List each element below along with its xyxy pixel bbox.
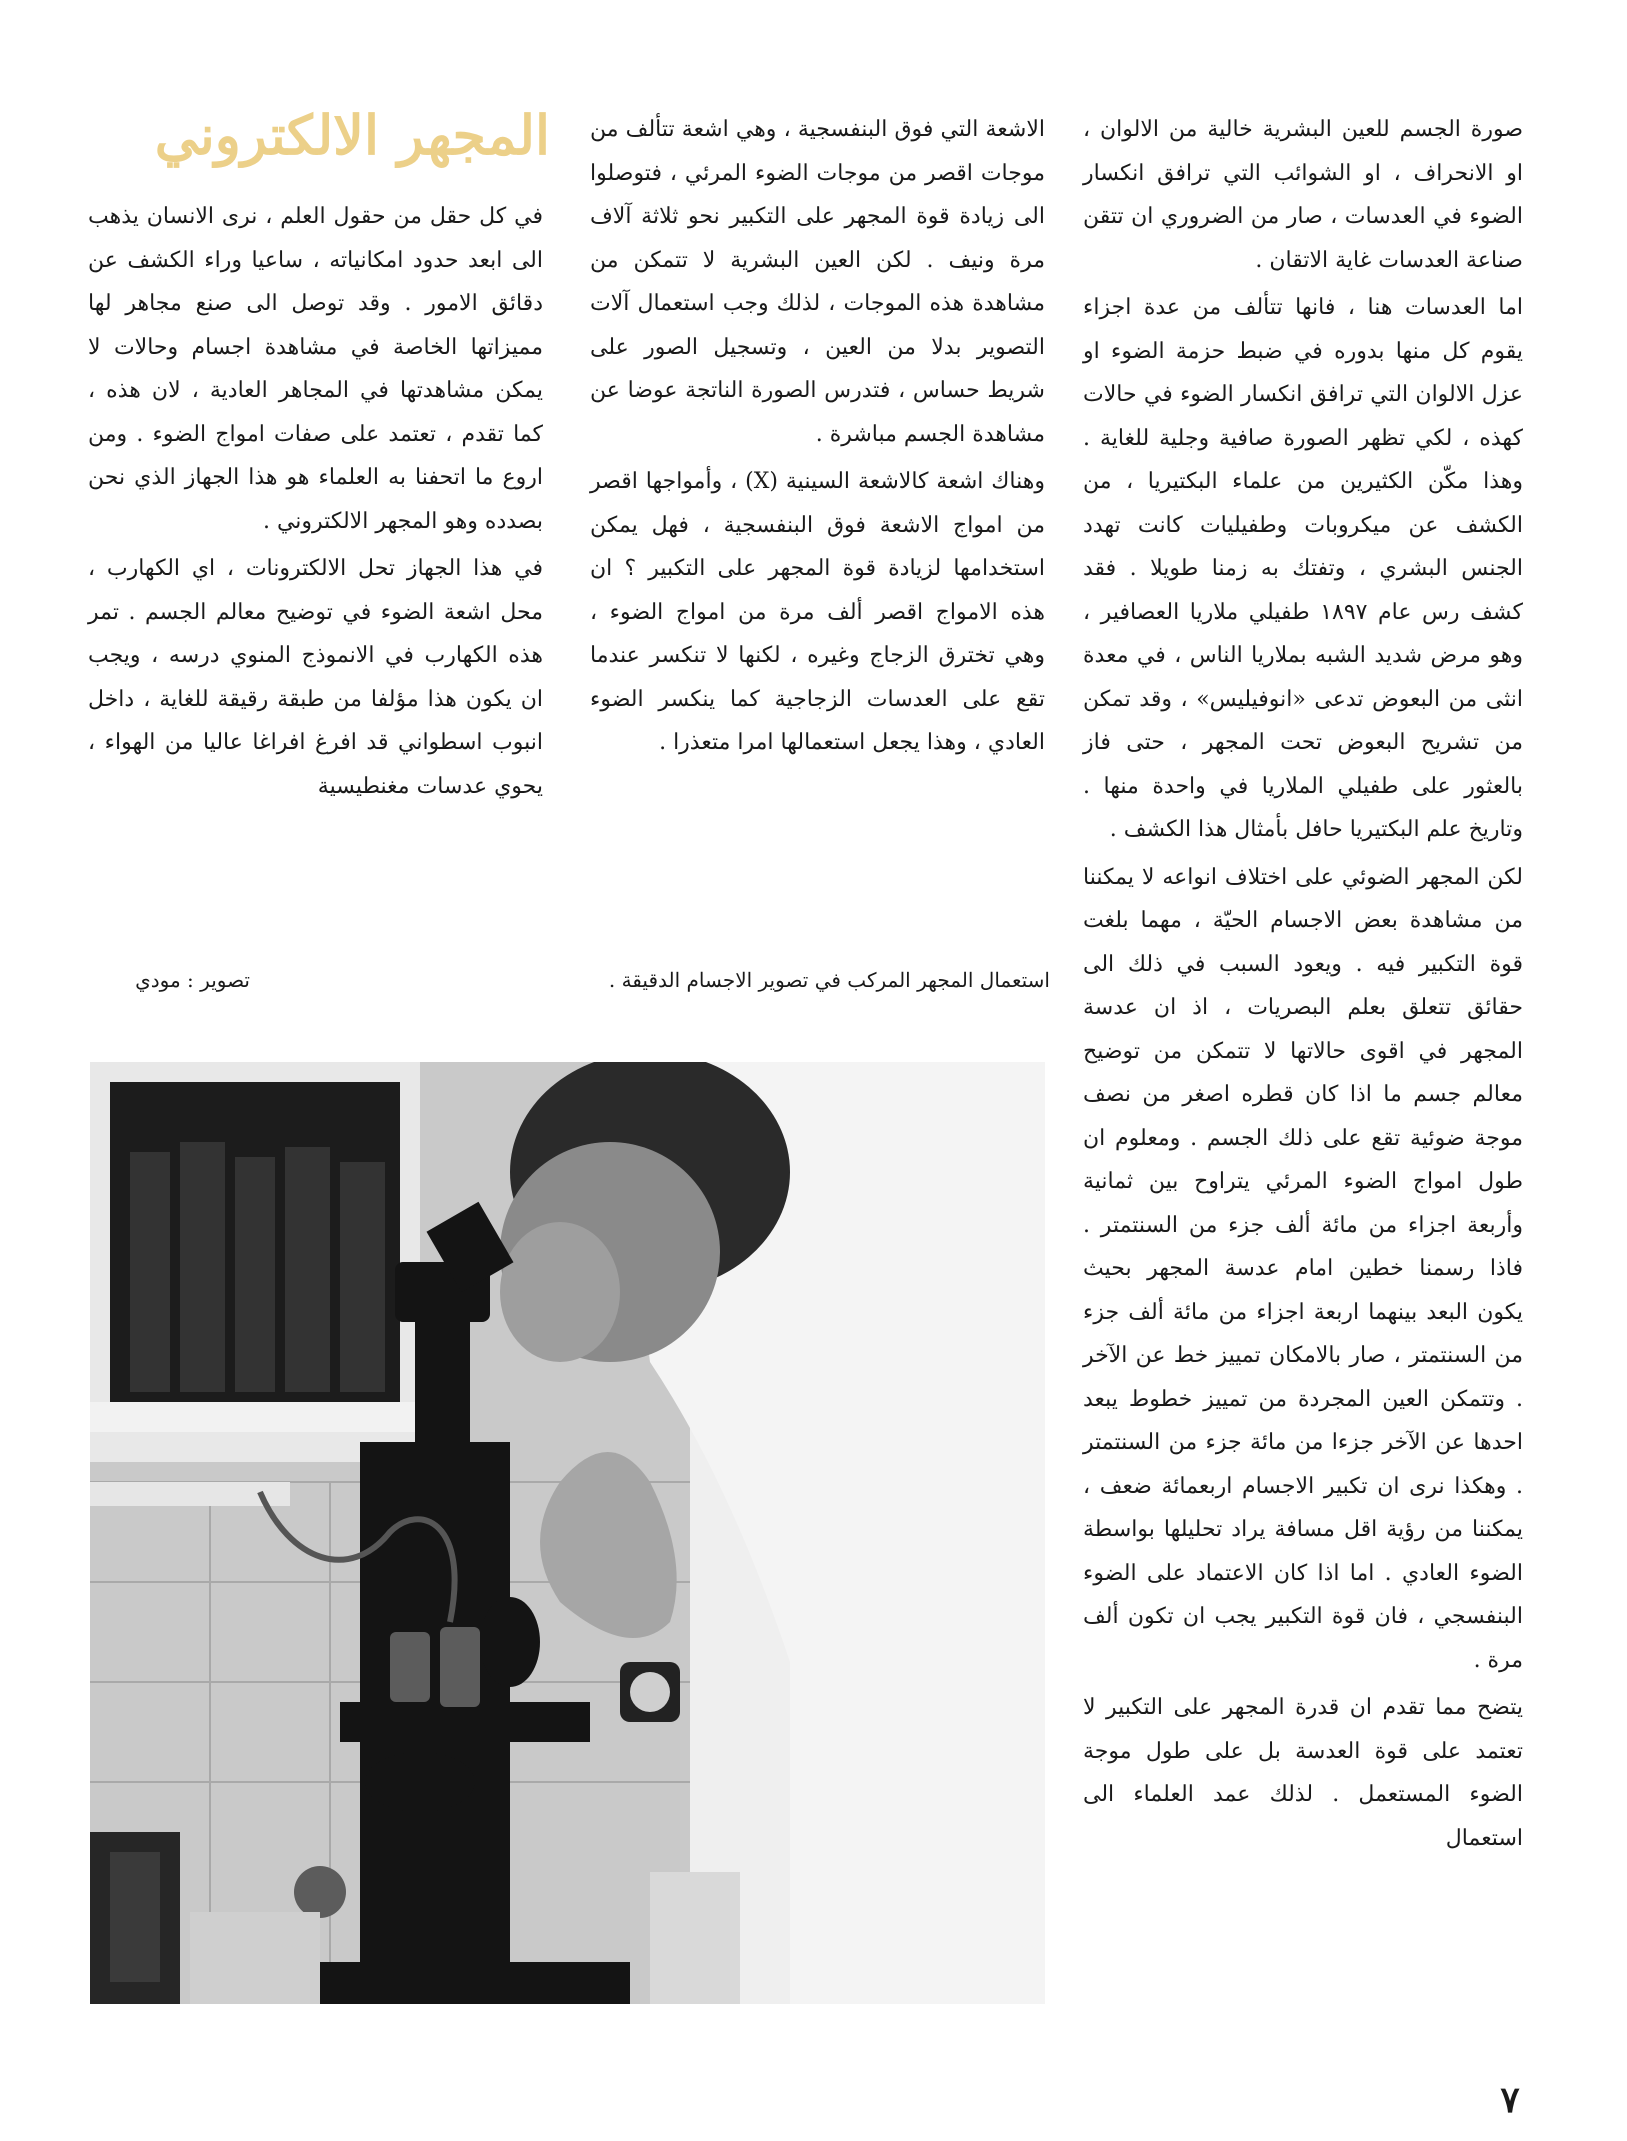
text-column-left [88,195,543,915]
paragraph: اما العدسات هنا ، فانها تتألف من عدة اجزاء يقوم كل منها بدوره في ضبط حزمة الضوء او عزل الالوان التي ترافق انكسار الضوء في حالات كهذه ، لكي تظهر الصورة صافية وجلية للغاية . وهذا مكّن الكثيرين من علماء البكتيريا ، من الكشف عن ميكروبات وطفيليات كانت تهدد الجنس البشري ، وتفتك به زمنا طويلا . فقد كشف رس عام ١٨٩٧ طفيلي ملاريا العصافير ، وهو مرض شديد الشبه بملاريا الناس ، في معدة انثى من البعوض تدعى «انوفيليس» ، وقد تمكن من تشريح البعوض تحت المجهر ، حتى فاز بالعثور على طفيلي الملاريا في واحدة منها . وتاريخ علم البكتيريا حافل بأمثال هذا الكشف . [1083,295,1523,842]
paragraph: لكن المجهر الضوئي على اختلاف انواعه لا يمكننا من مشاهدة بعض الاجسام الحيّة ، مهما بلغت قوة التكبير فيه . ويعود السبب في ذلك الى حقائق تتعلق بعلم البصريات ، اذ ان عدسة المجهر في اقوى حالاتها لا تتمكن من توضيح معالم جسم ما اذا كان قطره اصغر من نصف موجة ضوئية تقع على ذلك الجسم . ومعلوم ان طول امواج الضوء المرئي يتراوح بين ثمانية وأربعة اجزاء من مائة ألف جزء من السنتمتر . فاذا رسمنا خطين امام عدسة المجهر بحيث يكون البعد بينهما اربعة اجزاء من مائة ألف جزء من السنتمتر ، صار بالامكان تمييز خط عن الآخر . وتتمكن العين المجردة من تمييز خطوط يبعد احدها عن الآخر جزءا من مائة جزء من السنتمتر . وهكذا نرى ان تكبير الاجسام اربعمائة ضعف ، يمكننا من رؤية اقل مسافة يراد تحليلها بواسطة الضوء العادي . اما اذا كان الاعتماد على الضوء البنفسجي ، فان قوة التكبير يجب ان تكون ألف مرة . [1083,864,1524,1673]
paragraph: صورة الجسم للعين البشرية خالية من الالوان ، او الانحراف ، او الشوائب التي ترافق انكسار الضوء في العدسات ، صار من الضروري ان تتقن صناعة العدسات غاية الاتقان . [1083,117,1523,273]
article-title: المجهر الالكتروني [154,103,550,167]
paragraph: وهناك اشعة كالاشعة السينية (X) ، وأمواجها اقصر من امواج الاشعة فوق البنفسجية ، فهل يمكن استخدامها لزيادة قوة المجهر على التكبير ؟ ان هذه الامواج اقصر ألف مرة من امواج الضوء ، وهي تخترق الزجاج وغيره ، لكنها لا تنكسر عندما تقع على العدسات الزجاجية كما ينكسر الضوء العادي ، وهذا يجعل استعمالها امرا متعذرا . [590,469,1045,755]
paragraph: في هذا الجهاز تحل الالكترونات ، اي الكهارب ، محل اشعة الضوء في توضيح معالم الجسم . تمر هذه الكهارب في الانموذج المنوي درسه ، ويجب ان يكون هذا مؤلفا من طبقة رقيقة للغاية ، داخل انبوب اسطواني قد افرغ افراغا عاليا من الهواء ، يحوي عدسات مغنطيسية [88,556,543,799]
text-column-middle [590,108,1045,908]
page-number: ٧ [1500,2079,1520,2121]
photo-credit: تصوير : مودي [135,968,250,992]
paragraph: في كل حقل من حقول العلم ، نرى الانسان يذهب الى ابعد حدود امكانياته ، ساعيا وراء الكشف عن دقائق الامور . وقد توصل الى صنع مجاهر لها مميزاتها الخاصة في مشاهدة اجسام وحالات لا يمكن مشاهدتها في المجاهر العادية ، لان هذه ، كما تقدم ، تعتمد على صفات امواج الضوء . ومن اروع ما اتحفنا به العلماء هو هذا الجهاز الذي نحن بصدده وهو المجهر الالكتروني . [88,204,543,534]
microscope-photo-illustration [90,1062,1045,2004]
text-column-right [1083,108,1523,2068]
photo-caption: استعمال المجهر المركب في تصوير الاجسام الدقيقة . [608,968,1050,992]
microscope-photo [90,1062,1045,2004]
paragraph: الاشعة التي فوق البنفسجية ، وهي اشعة تتألف من موجات اقصر من موجات الضوء المرئي ، فتوصلوا الى زيادة قوة المجهر على التكبير نحو ثلاثة آلاف مرة ونيف . لكن العين البشرية لا تتمكن من مشاهدة هذه الموجات ، لذلك وجب استعمال آلات التصوير بدلا من العين ، وتسجيل الصور على شريط حساس ، فتدرس الصورة الناتجة عوضا عن مشاهدة الجسم مباشرة . [590,117,1045,447]
paragraph: يتضح مما تقدم ان قدرة المجهر على التكبير لا تعتمد على قوة العدسة بل على طول موجة الضوء المستعمل . لذلك عمد العلماء الى استعمال [1083,1695,1523,1851]
